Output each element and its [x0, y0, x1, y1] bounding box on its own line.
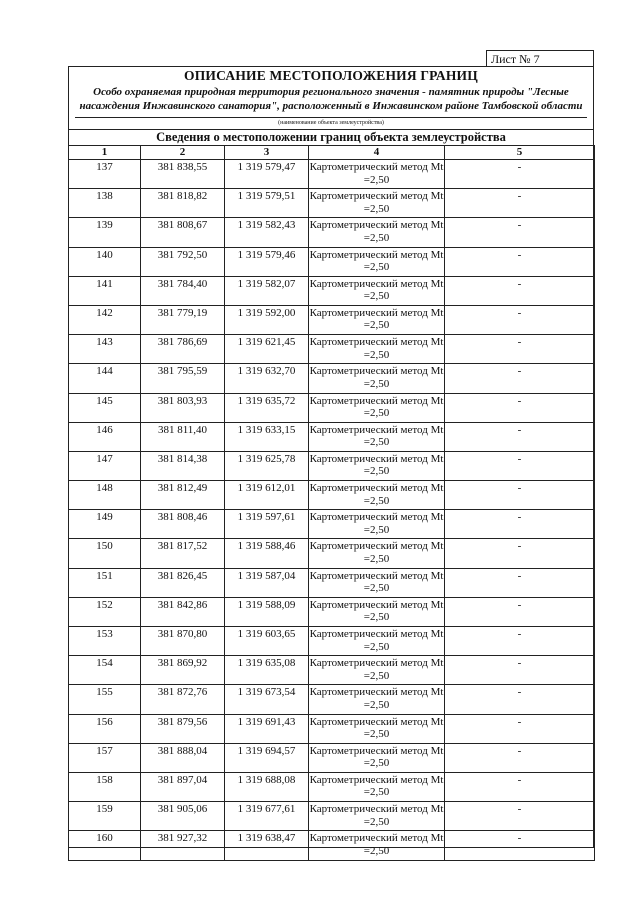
coordinate-y: 1 319 579,46: [225, 247, 309, 276]
coordinate-y: 1 319 638,47: [225, 831, 309, 860]
method: [309, 772, 445, 801]
table-row: [69, 685, 595, 714]
table-row: [69, 481, 595, 510]
method-name: Картометрический метод Mt: [309, 511, 444, 524]
table-row: [69, 772, 595, 801]
coordinate-y: 1 319 588,46: [225, 539, 309, 568]
method: [309, 802, 445, 831]
coordinate-x: 381 927,32: [141, 831, 225, 860]
method-accuracy: =2,50: [363, 494, 390, 507]
coordinate-x: 381 838,55: [141, 160, 225, 189]
table-body: [69, 160, 595, 861]
table-row: [69, 364, 595, 393]
method-name: Картометрический метод Mt: [309, 394, 444, 407]
coordinate-x: 381 879,56: [141, 714, 225, 743]
coordinate-x: 381 888,04: [141, 743, 225, 772]
coordinate-y: 1 319 694,57: [225, 743, 309, 772]
coordinate-x: 381 905,06: [141, 802, 225, 831]
method: [309, 276, 445, 305]
table-row: [69, 510, 595, 539]
method-accuracy: =2,50: [363, 552, 390, 565]
method-accuracy: =2,50: [363, 786, 390, 799]
coordinate-y: 1 319 633,15: [225, 422, 309, 451]
point-number: 145: [69, 393, 141, 422]
coordinate-y: 1 319 621,45: [225, 335, 309, 364]
method-accuracy: =2,50: [363, 407, 390, 419]
method-name: Картометрический метод Mt: [309, 715, 444, 728]
coordinate-x: 381 811,40: [141, 422, 225, 451]
coordinate-x: 381 818,82: [141, 189, 225, 218]
coordinate-x: 381 869,92: [141, 656, 225, 685]
point-number: 153: [69, 627, 141, 656]
coordinate-x: 381 784,40: [141, 276, 225, 305]
description: -: [445, 422, 595, 451]
point-number: 146: [69, 422, 141, 451]
point-number: 156: [69, 714, 141, 743]
point-number: 160: [69, 831, 141, 860]
description: -: [445, 510, 595, 539]
method-name: Картометрический метод Mt: [309, 598, 444, 611]
table-row: [69, 597, 595, 626]
point-number: 147: [69, 451, 141, 480]
document-frame: [68, 66, 594, 857]
description: -: [445, 335, 595, 364]
description: -: [445, 627, 595, 656]
coordinate-y: 1 319 587,04: [225, 568, 309, 597]
method-name: Картометрический метод Mt: [309, 190, 444, 203]
point-number: 142: [69, 305, 141, 334]
coordinate-y: 1 319 579,51: [225, 189, 309, 218]
coordinate-y: 1 319 582,43: [225, 218, 309, 247]
method-name: Картометрический метод Mt: [309, 803, 444, 816]
description: -: [445, 772, 595, 801]
coordinate-y: 1 319 625,78: [225, 451, 309, 480]
method: [309, 218, 445, 247]
point-number: 152: [69, 597, 141, 626]
description: -: [445, 743, 595, 772]
description: -: [445, 364, 595, 393]
description: -: [445, 802, 595, 831]
coordinate-y: 1 319 632,70: [225, 364, 309, 393]
point-number: 151: [69, 568, 141, 597]
coordinate-x: 381 814,38: [141, 451, 225, 480]
coordinate-x: 381 792,50: [141, 247, 225, 276]
method: [309, 247, 445, 276]
table-row: [69, 160, 595, 189]
method-accuracy: =2,50: [363, 377, 390, 390]
column-header: 3: [225, 146, 309, 160]
table-row: [69, 335, 595, 364]
method: [309, 685, 445, 714]
method: [309, 160, 445, 189]
method: [309, 189, 445, 218]
method-name: Картометрический метод Mt: [309, 219, 444, 232]
method: [309, 305, 445, 334]
method-accuracy: =2,50: [363, 202, 390, 215]
table-row: [69, 714, 595, 743]
description: -: [445, 276, 595, 305]
table-row: [69, 539, 595, 568]
column-header: 1: [69, 146, 141, 160]
method: [309, 743, 445, 772]
table-row: [69, 802, 595, 831]
method: [309, 422, 445, 451]
table-row: [69, 656, 595, 685]
method-accuracy: =2,50: [363, 261, 390, 274]
method-name: Картометрический метод Mt: [309, 336, 444, 349]
coordinate-x: 381 817,52: [141, 539, 225, 568]
point-number: 143: [69, 335, 141, 364]
description: -: [445, 218, 595, 247]
table-row: [69, 276, 595, 305]
coordinate-y: 1 319 588,09: [225, 597, 309, 626]
method: [309, 364, 445, 393]
description: -: [445, 305, 595, 334]
point-number: 144: [69, 364, 141, 393]
coordinate-y: 1 319 612,01: [225, 481, 309, 510]
method-accuracy: =2,50: [363, 698, 390, 711]
point-number: 137: [69, 160, 141, 189]
method-name: Картометрический метод Mt: [309, 161, 444, 173]
point-number: 150: [69, 539, 141, 568]
point-number: 141: [69, 276, 141, 305]
table-row: [69, 189, 595, 218]
method: [309, 714, 445, 743]
method-accuracy: =2,50: [363, 640, 390, 653]
object-name: Особо охраняемая природная территория регионального значения - памятник природы "Лесные насаждения Инжавинского санатория", расположенный в Инжавинском районе Тамбовской области: [79, 86, 583, 112]
method-name: Картометрический метод Mt: [309, 306, 444, 319]
method-name: Картометрический метод Mt: [309, 773, 444, 786]
description: -: [445, 656, 595, 685]
coordinate-y: 1 319 691,43: [225, 714, 309, 743]
method-accuracy: =2,50: [363, 319, 390, 332]
method-accuracy: =2,50: [363, 669, 390, 682]
table-row: [69, 247, 595, 276]
method: [309, 597, 445, 626]
table-row: [69, 627, 595, 656]
method-name: Картометрический метод Mt: [309, 423, 444, 436]
table-row: [69, 743, 595, 772]
table-row: [69, 451, 595, 480]
method: [309, 481, 445, 510]
coordinate-x: 381 870,80: [141, 627, 225, 656]
coordinate-x: 381 812,49: [141, 481, 225, 510]
coordinate-x: 381 795,59: [141, 364, 225, 393]
method: [309, 451, 445, 480]
description: -: [445, 481, 595, 510]
coordinate-x: 381 808,67: [141, 218, 225, 247]
table-row: [69, 831, 595, 860]
method: [309, 335, 445, 364]
table-row: [69, 568, 595, 597]
coordinate-y: 1 319 688,08: [225, 772, 309, 801]
method-name: Картометрический метод Mt: [309, 248, 444, 261]
method-accuracy: =2,50: [363, 523, 390, 536]
method-accuracy: =2,50: [363, 582, 390, 595]
method: [309, 393, 445, 422]
point-number: 157: [69, 743, 141, 772]
section-title: Сведения о местоположении границ объекта землеустройства: [69, 129, 593, 145]
method-accuracy: =2,50: [363, 757, 390, 770]
coordinate-x: 381 803,93: [141, 393, 225, 422]
coordinate-y: 1 319 635,72: [225, 393, 309, 422]
coordinate-y: 1 319 579,47: [225, 160, 309, 189]
method-accuracy: =2,50: [363, 815, 390, 828]
coordinate-x: 381 779,19: [141, 305, 225, 334]
method-accuracy: =2,50: [363, 173, 390, 186]
table-row: [69, 393, 595, 422]
coordinate-x: 381 808,46: [141, 510, 225, 539]
method: [309, 627, 445, 656]
method-name: Картометрический метод Mt: [309, 365, 444, 378]
table-row: [69, 305, 595, 334]
divider: [75, 117, 587, 118]
description: -: [445, 539, 595, 568]
coordinate-x: 381 786,69: [141, 335, 225, 364]
table-row: [69, 422, 595, 451]
coordinate-y: 1 319 597,61: [225, 510, 309, 539]
description: -: [445, 568, 595, 597]
coordinate-y: 1 319 592,00: [225, 305, 309, 334]
coordinate-y: 1 319 677,61: [225, 802, 309, 831]
description: -: [445, 160, 595, 189]
point-number: 139: [69, 218, 141, 247]
description: -: [445, 189, 595, 218]
point-number: 138: [69, 189, 141, 218]
method: [309, 656, 445, 685]
coordinates-table: [68, 145, 595, 861]
method-name: Картометрический метод Mt: [309, 744, 444, 757]
point-number: 155: [69, 685, 141, 714]
method-name: Картометрический метод Mt: [309, 540, 444, 553]
column-header: 4: [309, 146, 445, 160]
method: [309, 510, 445, 539]
point-number: 154: [69, 656, 141, 685]
coordinate-y: 1 319 673,54: [225, 685, 309, 714]
coordinate-x: 381 826,45: [141, 568, 225, 597]
column-header: 2: [141, 146, 225, 160]
description: -: [445, 247, 595, 276]
method-name: Картометрический метод Mt: [309, 482, 444, 495]
method-accuracy: =2,50: [363, 611, 390, 624]
coordinate-x: 381 872,76: [141, 685, 225, 714]
point-number: 159: [69, 802, 141, 831]
point-number: 158: [69, 772, 141, 801]
description: -: [445, 597, 595, 626]
description: -: [445, 685, 595, 714]
coordinate-y: 1 319 582,07: [225, 276, 309, 305]
point-number: 140: [69, 247, 141, 276]
object-caption: (наименование объекта землеустройства): [278, 120, 384, 126]
method: [309, 539, 445, 568]
method-name: Картометрический метод Mt: [309, 657, 444, 670]
point-number: 148: [69, 481, 141, 510]
method-accuracy: =2,50: [363, 436, 390, 449]
method-accuracy: =2,50: [363, 231, 390, 244]
method-name: Картометрический метод Mt: [309, 686, 444, 699]
coordinate-y: 1 319 603,65: [225, 627, 309, 656]
method-accuracy: =2,50: [363, 290, 390, 303]
column-header: 5: [445, 146, 595, 160]
method-name: Картометрический метод Mt: [309, 569, 444, 582]
method-name: Картометрический метод Mt: [309, 277, 444, 290]
method-accuracy: =2,50: [363, 465, 390, 478]
method-accuracy: =2,50: [363, 348, 390, 361]
coordinate-y: 1 319 635,08: [225, 656, 309, 685]
description: -: [445, 714, 595, 743]
sheet-number: Лист № 7: [486, 50, 594, 66]
method: [309, 568, 445, 597]
point-number: 149: [69, 510, 141, 539]
method-accuracy: =2,50: [363, 728, 390, 741]
document-title: ОПИСАНИЕ МЕСТОПОЛОЖЕНИЯ ГРАНИЦ: [184, 68, 478, 83]
method: [309, 831, 445, 860]
table-row: [69, 218, 595, 247]
method-name: Картометрический метод Mt: [309, 832, 444, 845]
method-accuracy: =2,50: [363, 844, 390, 857]
description: -: [445, 451, 595, 480]
method-name: Картометрический метод Mt: [309, 628, 444, 640]
coordinate-x: 381 842,86: [141, 597, 225, 626]
method-name: Картометрический метод Mt: [309, 452, 444, 465]
description: -: [445, 831, 595, 860]
coordinate-x: 381 897,04: [141, 772, 225, 801]
table-header-row: [69, 146, 595, 160]
description: -: [445, 393, 595, 422]
